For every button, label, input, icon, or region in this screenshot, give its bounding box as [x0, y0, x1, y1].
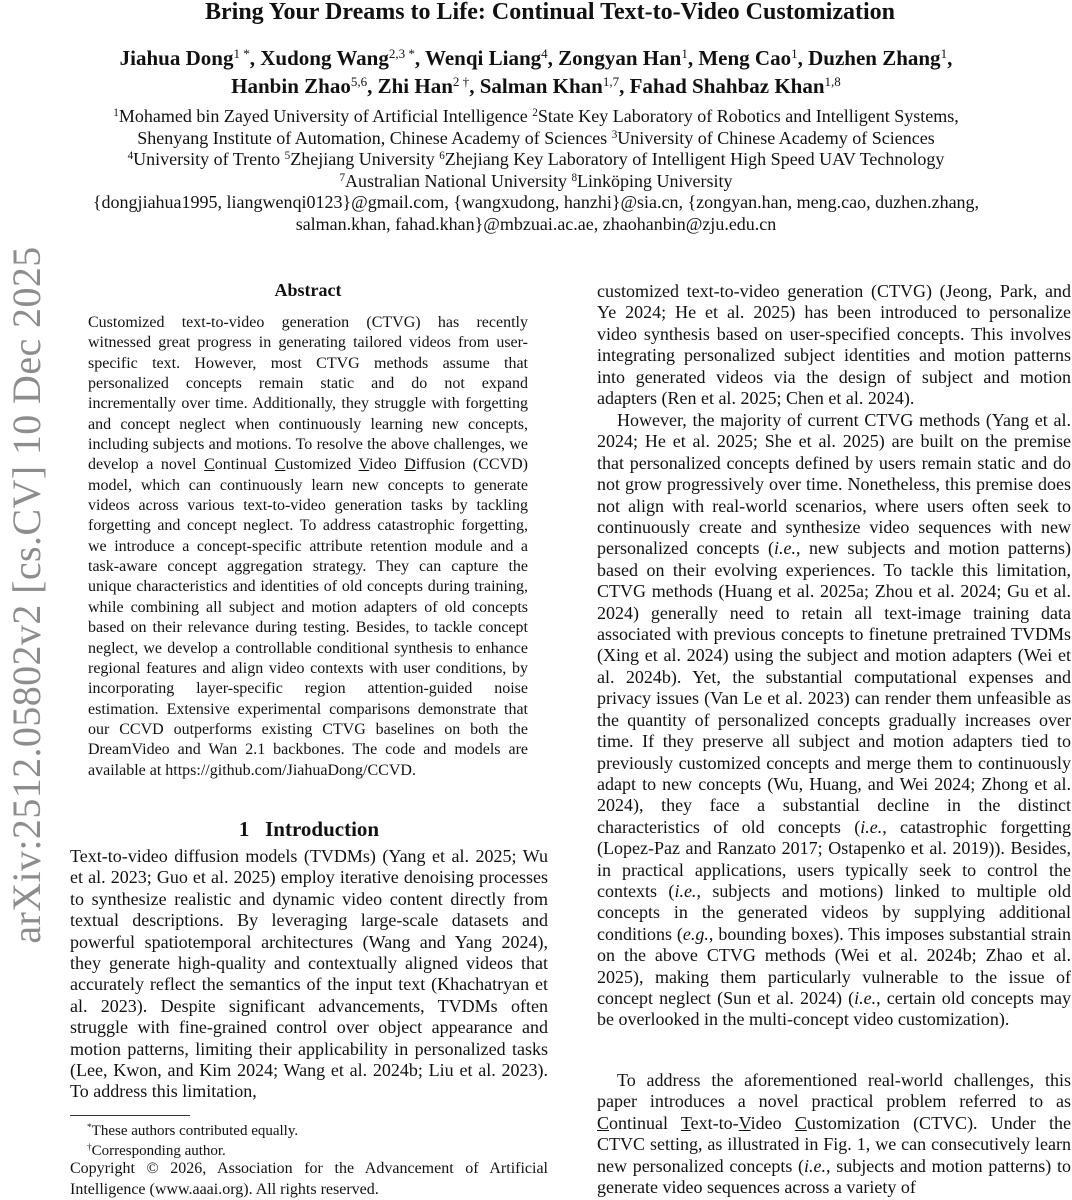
- affiliation-line: [0, 149, 1072, 171]
- affil-text: University of Chinese Academy of Sciences: [617, 127, 935, 148]
- author-name: Duzhen Zhang: [808, 46, 941, 70]
- footnote-equal-contribution: *These authors contributed equally.: [87, 1122, 299, 1139]
- email-line: salman.khan, fahad.khan}@mbzuai.ac.ae, zhaohanbin@zju.edu.cn: [295, 213, 777, 234]
- section-heading-introduction: [70, 816, 548, 842]
- author-superscript: 1,7: [602, 73, 620, 89]
- author-superscript: 1: [940, 45, 948, 61]
- affiliation-line: [0, 128, 1072, 150]
- email-line: {dongjiahua1995, liangwenqi0123}@gmail.com, {wangxudong, hanzhi}@sia.cn, {zongyan.han, meng.cao, duzhen.zhang,: [92, 192, 980, 212]
- author-line-2: Hanbin Zhao$^{5,6}$, Zhi Han$^{2 \dagger}$, Salman Khan$^{1,7}$, Fahad Shahbaz Khan$^{1,8}$: [231, 73, 841, 98]
- affil-text: Zhejiang University: [290, 149, 440, 169]
- affil-mark: 8: [571, 171, 578, 184]
- affil-text: State Key Laboratory of Robotics and Intelligent Systems,: [537, 106, 959, 126]
- body-paragraph: customized text-to-video generation (CTVG) (Jeong, Park, and Ye 2024; He et al. 2025) has been introduced to personalize video synthesis based on user-specified concepts. This involves integrating personalized subject identities and motion patterns into generated videos via the design of subject and motion adapters (Ren et al. 2025; Chen et al. 2024).: [597, 281, 1071, 409]
- author-superscript: 1: [681, 45, 688, 61]
- author-superscript: 4: [541, 45, 548, 61]
- affiliation-line: [0, 106, 1072, 128]
- arxiv-identifier: arXiv:2512.05802v2 [cs.CV] 10 Dec 2025: [4, 246, 49, 944]
- author-superscript: 5,6: [350, 73, 368, 89]
- abstract-body: Customized text-to-video generation (CTVG) has recently witnessed great progress in generating tailored videos from user-specific text. However, most CTVG methods assume that personalized concepts remain static and do not expand incrementally over time. Additionally, they struggle with forgetting and concept neglect when continuously learning new concepts, including subjects and motions. To resolve the above challenges, we develop a novel Continual Customized Video Diffusion (CCVD) model, which can continuously learn new concepts to generate videos across various text-to-video generation tasks by tackling forgetting and concept neglect. To address catastrophic forgetting, we introduce a concept-specific attribute retention module and a task-aware concept aggregation strategy. They can capture the unique characteristics and identities of old concepts during training, while combining all subject and motion adapters of old concepts based on their relevance during testing. Besides, to tackle concept neglect, we develop a controllable conditional synthesis to enhance regional features and align video contexts with user conditions, by incorporating layer-specific region attention-guided noise estimation. Extensive experimental comparisons demonstrate that our CCVD outperforms existing CTVG baselines on both the DreamVideo and Wan 2.1 backbones. The code and models are available at https://github.com/JiahuaDong/CCVD.: [88, 314, 529, 779]
- body-paragraph: However, the majority of current CTVG methods (Yang et al. 2024; He et al. 2025; She et al. 2025) are built on the premise that personalized concepts defined by users remain static and do not grow progressively over time. Nonetheless, this premise does not align with real-world scenarios, where users often seek to continuously create and synthesize video sequences with new personalized concepts (i.e., new subjects and motion patterns) based on their evolving experiences. To tackle this limitation, CTVG methods (Huang et al. 2025a; Zhou et al. 2024; Gu et al. 2024) generally need to retain all text-image training data associated with previous concepts to finetune pretrained TVDMs (Xing et al. 2024) using the subject and motion adapters (Wei et al. 2024b). Yet, the substantial computational expenses and privacy issues (Van Le et al. 2023) can render them unfeasible as the quantity of personalized concepts gradually increases over time. If they preserve all subject and motion adapters tied to previously customized concepts and merge them to continuously adapt to new concepts (Wu, Huang, and Wei 2024; Zhong et al. 2024), they face a substantial decline in the distinct characteristics of old concepts (i.e., catastrophic forgetting (Lopez-Paz and Ranzato 2017; Ostapenko et al. 2019)). Besides, in practical applications, users typically seek to control the contexts (i.e., subjects and motions) linked to multiple old concepts in the generated videos by supplying additional conditions (e.g., bounding boxes). This imposes substantial strain on the above CTVG methods (Wei et al. 2024b; Zhao et al. 2025), making them particularly vulnerable to the issue of concept neglect (Sun et al. 2024) (i.e., certain old concepts may be overlooked in the multi-concept video customization).: [597, 410, 1072, 1030]
- author-superscript: 1 *: [233, 45, 250, 61]
- footnote-divider: [70, 1115, 190, 1116]
- intro-paragraph: Text-to-video diffusion models (TVDMs) (Yang et al. 2025; Wu et al. 2023; Guo et al. 2025) employ iterative denoising processes to synthesize realistic and dynamic video content directly from textual descriptions. By leveraging large-scale datasets and powerful spatiotemporal architectures (Wang and Yang 2024), they generate high-quality and contextually aligned videos that accurately reflect the semantics of the input text (Khachatryan et al. 2023). Despite significant advancements, TVDMs often struggle with fine-grained control over object appearance and motion patterns, limiting their applicability in personalized tasks (Lee, Kwon, and Kim 2024; Wang et al. 2024b; Liu et al. 2023). To address this limitation,: [70, 846, 548, 1102]
- author-line-1: Jiahua Dong$^{1 *}$, Xudong Wang$^{2,3 *}$, Wenqi Liang$^4$, Zongyan Han$^1$, Meng Cao$^1$, Duzhen Zhang$^1$,: [119, 45, 953, 70]
- affil-text: University of Trento: [133, 149, 285, 169]
- affil-text: Mohamed bin Zayed University of Artificial Intelligence: [118, 106, 533, 126]
- author-name: Fahad Shahbaz Khan: [629, 74, 825, 98]
- affil-text: Linköping University: [577, 170, 733, 191]
- affil-mark: 2: [532, 106, 538, 119]
- author-superscript: 2,3 *: [388, 45, 415, 61]
- author-name: Wenqi Liang: [425, 46, 542, 70]
- affil-mark: 4: [127, 149, 134, 162]
- author-superscript: 1,8: [824, 73, 841, 89]
- affil-text: Australian National University: [345, 170, 572, 191]
- affil-text: Zhejiang Key Laboratory of Intelligent High Speed UAV Technology: [444, 149, 945, 169]
- section-number: 1: [238, 817, 250, 841]
- affil-text: Shenyang Institute of Automation, Chinese Academy of Sciences: [137, 127, 612, 148]
- footnote-corresponding: †Corresponding author.: [87, 1142, 226, 1159]
- affiliation-line: [0, 171, 1072, 193]
- affil-mark: 3: [611, 128, 618, 141]
- author-name: Xudong Wang: [260, 46, 389, 70]
- affil-mark: 1: [113, 106, 119, 119]
- author-name: Zongyan Han: [558, 46, 682, 70]
- section-title: Introduction: [265, 817, 380, 841]
- author-name: Zhi Han: [377, 74, 453, 98]
- abstract-heading: Abstract: [274, 280, 342, 300]
- author-name: Salman Khan: [479, 74, 603, 98]
- body-paragraph: To address the aforementioned real-world challenges, this paper introduces a novel practical problem referred to as Continual Text-to-Video Customization (CTVC). Under the CTVC setting, as illustrated in Fig. 1, we can consecutively learn new personalized concepts (i.e., subjects and motion patterns) to generate video sequences across a variety of: [597, 1070, 1071, 1198]
- affil-mark: 6: [439, 149, 445, 162]
- author-name: Meng Cao: [698, 46, 792, 70]
- author-name: Jiahua Dong: [119, 46, 234, 70]
- author-superscript: 1: [791, 45, 798, 61]
- copyright-notice: Copyright © 2026, Association for the Advancement of Artificial Intelligence (www.aaai.org). All rights reserved.: [70, 1160, 548, 1198]
- affil-mark: 5: [284, 149, 291, 162]
- affil-mark: 7: [339, 171, 346, 184]
- author-superscript: 2 †: [452, 73, 470, 89]
- author-name: Hanbin Zhao: [231, 74, 351, 98]
- paper-title: Bring Your Dreams to Life: Continual Text-to-Video Customization: [205, 0, 895, 25]
